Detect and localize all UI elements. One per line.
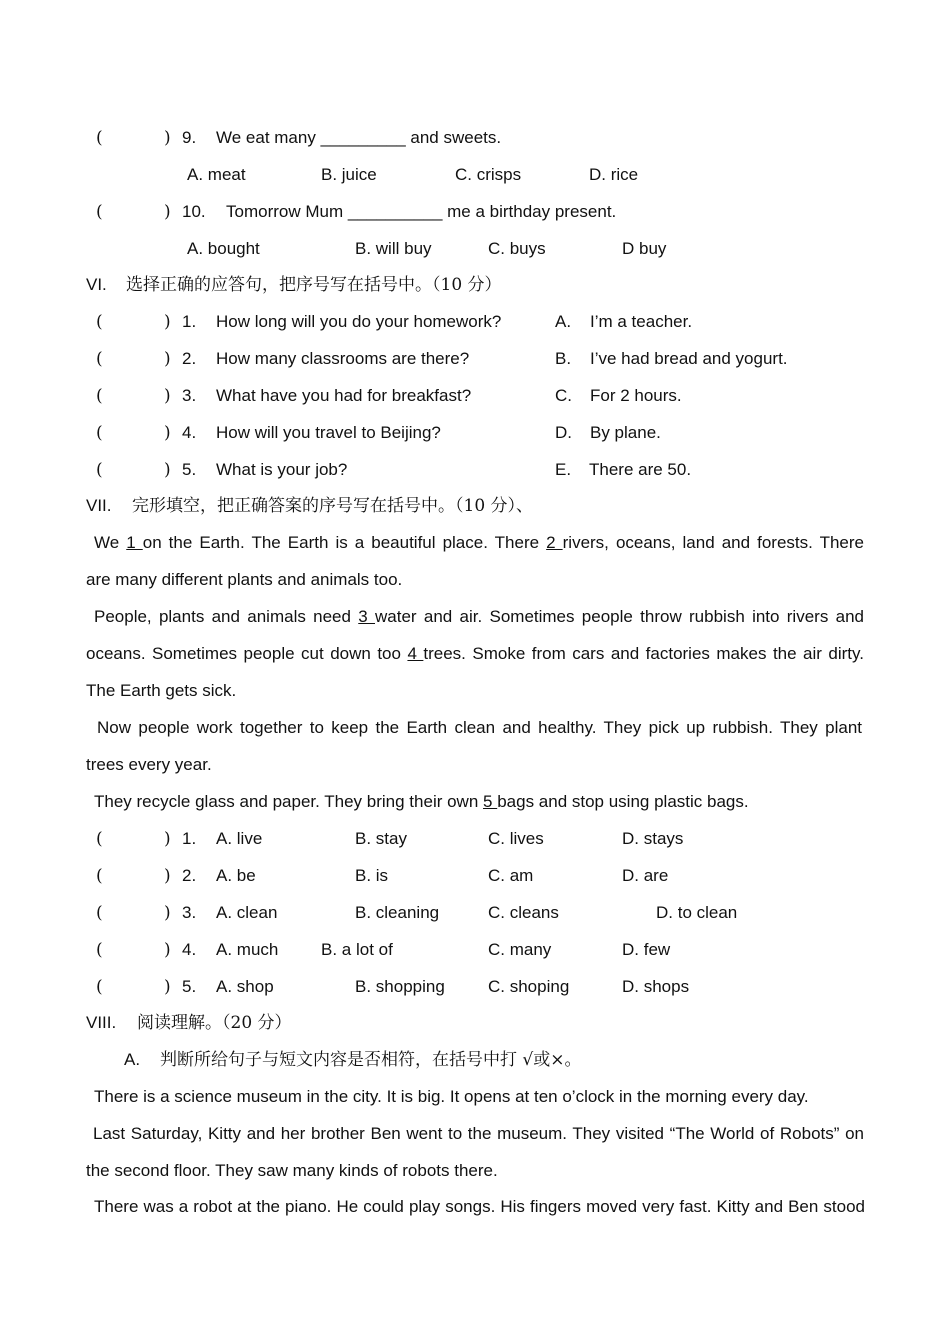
match-row: [86, 418, 866, 448]
question-text: How many classrooms are there?: [216, 349, 470, 368]
passage-text: trees. Smoke from cars and factories makes the air dirty.: [423, 644, 864, 663]
answer-text: I’ve had bread and yogurt.: [590, 349, 788, 368]
question-9-options: [86, 160, 866, 190]
answer-letter: A.: [555, 312, 572, 331]
answer-paren-close: ): [164, 423, 171, 443]
reading-passage-line: the second floor. They saw many kinds of robots there.: [86, 1161, 498, 1180]
answer-letter: C.: [555, 386, 572, 405]
question-number: 2.: [182, 349, 197, 368]
cloze-choice-row: [86, 861, 866, 891]
answer-paren-close: ): [164, 312, 171, 332]
cloze-choice-row: [86, 935, 866, 965]
answer-paren-open: (: [96, 977, 103, 997]
section-title: 选择正确的应答句，把序号写在括号中。（10 分）: [126, 275, 502, 295]
cloze-passage-line: are many different plants and animals too.: [86, 570, 403, 589]
question-number: 1.: [182, 829, 197, 848]
option-d: D. to clean: [656, 903, 738, 922]
answer-text: By plane.: [590, 423, 661, 442]
option-a: A. bought: [187, 239, 260, 258]
answer-paren-open: (: [96, 829, 103, 849]
answer-paren-open: (: [96, 312, 103, 332]
section-title: 阅读理解。（20 分）: [137, 1013, 292, 1033]
answer-paren-open: (: [96, 423, 103, 443]
answer-letter: E.: [555, 460, 572, 479]
passage-text: We: [94, 533, 127, 552]
question-stem: We eat many _________ and sweets.: [216, 128, 502, 147]
option-a: A. clean: [216, 903, 278, 922]
passage-text: oceans. Sometimes people cut down too: [86, 644, 408, 663]
blank-2: 2: [546, 533, 563, 552]
question-text: What have you had for breakfast?: [216, 386, 472, 405]
cloze-passage-line: [86, 639, 864, 669]
section-number: VIII.: [86, 1013, 117, 1032]
section-title: 完形填空，把正确答案的序号写在括号中。（10 分）、: [132, 496, 534, 516]
answer-paren-close: ): [164, 977, 171, 997]
option-c: C. shoping: [488, 977, 570, 996]
blank-4: 4: [407, 644, 424, 663]
question-number: 10.: [182, 202, 206, 221]
match-row: [86, 307, 866, 337]
answer-paren-open: (: [96, 940, 103, 960]
match-row: [86, 381, 866, 411]
answer-paren-open: (: [96, 460, 103, 480]
answer-text: For 2 hours.: [590, 386, 682, 405]
answer-paren-close: ): [164, 460, 171, 480]
answer-paren-open: (: [96, 903, 103, 923]
part-label: A.: [124, 1050, 141, 1069]
blank-1: 1: [126, 533, 143, 552]
option-c: C. lives: [488, 829, 544, 848]
option-c: C. cleans: [488, 903, 559, 922]
answer-paren-open: (: [96, 202, 103, 222]
option-d: D. shops: [622, 977, 690, 996]
answer-paren-close: ): [164, 349, 171, 369]
answer-paren-open: (: [96, 128, 103, 148]
passage-text: bags and stop using plastic bags.: [497, 792, 749, 811]
option-a: A. meat: [187, 165, 246, 184]
question-number: 4.: [182, 423, 197, 442]
question-number: 4.: [182, 940, 197, 959]
option-c: C. many: [488, 940, 552, 959]
question-10-options: [86, 234, 866, 264]
cloze-choice-row: [86, 972, 866, 1002]
passage-text: rivers, oceans, land and forests. There: [562, 533, 864, 552]
section-number: VII.: [86, 496, 112, 515]
answer-paren-close: ): [164, 128, 171, 148]
cloze-passage-line: trees every year.: [86, 755, 212, 774]
passage-text: water and air. Sometimes people throw rubbish into rivers and: [375, 607, 864, 626]
option-d: D. are: [622, 866, 669, 885]
question-number: 5.: [182, 460, 197, 479]
match-row: [86, 455, 866, 485]
cloze-passage-line: [94, 787, 874, 817]
option-b: B. cleaning: [355, 903, 440, 922]
question-text: How will you travel to Beijing?: [216, 423, 441, 442]
cloze-passage-line: [94, 528, 864, 558]
option-b: B. is: [355, 866, 389, 885]
question-number: 2.: [182, 866, 197, 885]
answer-text: There are 50.: [589, 460, 692, 479]
option-d: D. stays: [622, 829, 684, 848]
option-c: C. buys: [488, 239, 546, 258]
option-b: B. stay: [355, 829, 407, 848]
option-a: A. shop: [216, 977, 274, 996]
question-10: [86, 197, 866, 227]
answer-paren-open: (: [96, 386, 103, 406]
option-d: D. few: [622, 940, 671, 959]
blank-5: 5: [483, 792, 498, 811]
cloze-choice-row: [86, 824, 866, 854]
answer-letter: D.: [555, 423, 572, 442]
option-a: A. live: [216, 829, 263, 848]
blank-3: 3: [358, 607, 375, 626]
section-8-heading: [86, 1008, 866, 1038]
option-a: A. be: [216, 866, 256, 885]
answer-paren-close: ): [164, 386, 171, 406]
section-7-heading: [86, 491, 866, 521]
option-b: B. will buy: [355, 239, 432, 258]
question-9: [86, 123, 866, 153]
answer-letter: B.: [555, 349, 572, 368]
question-text: How long will you do your homework?: [216, 312, 502, 331]
answer-text: I’m a teacher.: [590, 312, 693, 331]
passage-text: People, plants and animals need: [94, 607, 359, 626]
option-b: B. a lot of: [321, 940, 393, 959]
answer-paren-close: ): [164, 903, 171, 923]
question-text: What is your job?: [216, 460, 348, 479]
option-d: D. rice: [589, 165, 639, 184]
option-c: C. am: [488, 866, 534, 885]
part-a-heading: [86, 1045, 866, 1075]
section-number: VI.: [86, 275, 107, 294]
answer-paren-close: ): [164, 202, 171, 222]
question-stem: Tomorrow Mum __________ me a birthday present.: [226, 202, 617, 221]
option-c: C. crisps: [455, 165, 522, 184]
question-number: 3.: [182, 386, 197, 405]
cloze-choice-row: [86, 898, 866, 928]
option-a: A. much: [216, 940, 279, 959]
answer-paren-open: (: [96, 349, 103, 369]
question-number: 3.: [182, 903, 197, 922]
passage-text: They recycle glass and paper. They bring their own: [94, 792, 484, 811]
option-d: D buy: [622, 239, 667, 258]
question-number: 1.: [182, 312, 197, 331]
match-row: [86, 344, 866, 374]
question-number: 5.: [182, 977, 197, 996]
answer-paren-close: ): [164, 829, 171, 849]
passage-text: on the Earth. The Earth is a beautiful place. There: [142, 533, 547, 552]
reading-passage-line: There was a robot at the piano. He could play songs. His fingers moved very fast. Kitty and Ben stood: [94, 1197, 865, 1216]
reading-passage-line: There is a science museum in the city. It is big. It opens at ten o’clock in the morning every day.: [94, 1087, 809, 1106]
cloze-passage-line: [94, 602, 864, 632]
question-number: 9.: [182, 128, 197, 147]
answer-paren-close: ): [164, 940, 171, 960]
option-b: B. shopping: [355, 977, 445, 996]
section-6-heading: [86, 270, 866, 300]
cloze-passage-line: Now people work together to keep the Earth clean and healthy. They pick up rubbish. They plant: [97, 718, 862, 737]
option-b: B. juice: [321, 165, 377, 184]
answer-paren-close: ): [164, 866, 171, 886]
cloze-passage-line: The Earth gets sick.: [86, 681, 237, 700]
answer-paren-open: (: [96, 866, 103, 886]
reading-passage-line: Last Saturday, Kitty and her brother Ben went to the museum. They visited “The World of Robots” on: [93, 1124, 864, 1143]
part-title: 判断所给句子与短文内容是否相符，在括号中打 √或×。: [160, 1050, 582, 1070]
